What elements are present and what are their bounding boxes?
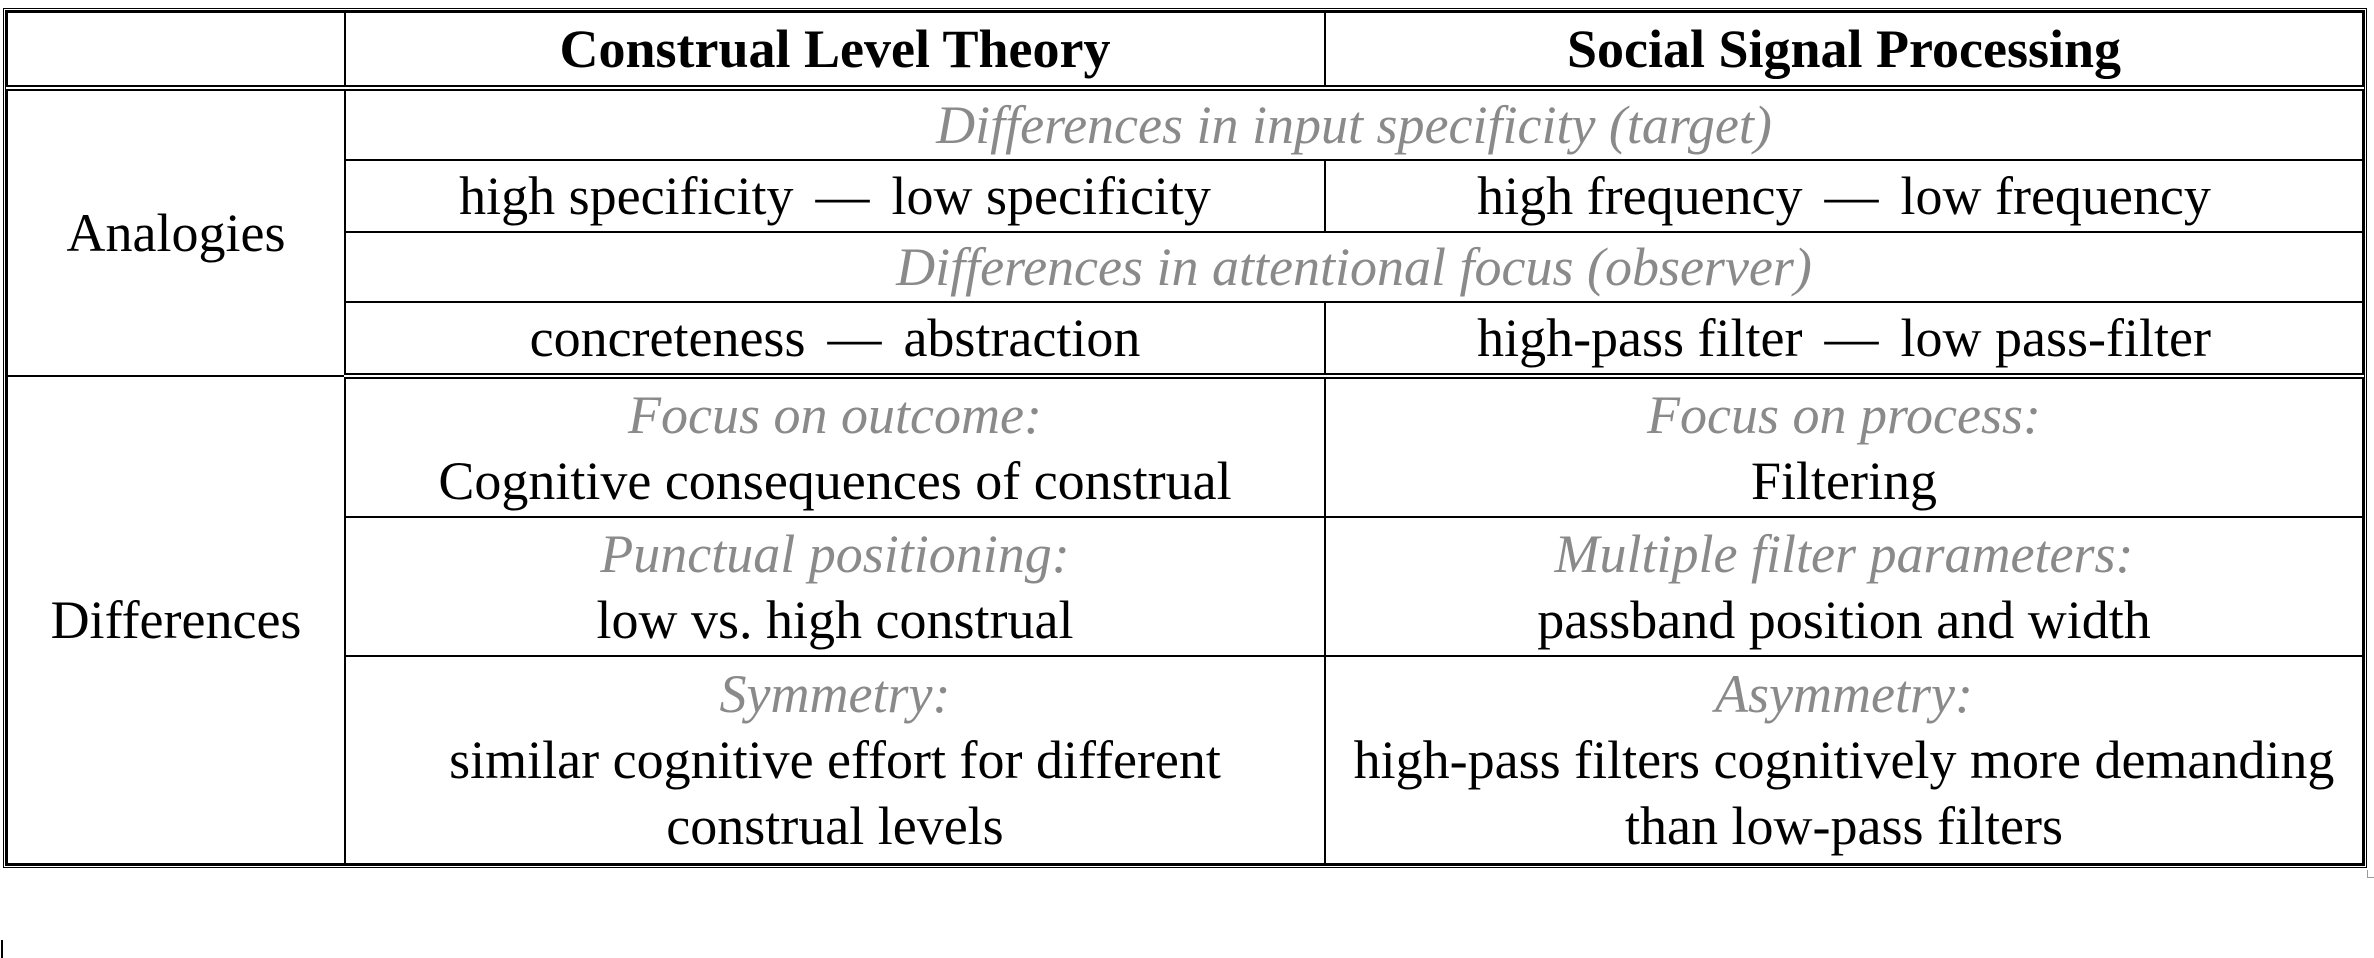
analogy-cell-frequency [1325, 160, 2363, 232]
analogy-cell-abstraction [345, 302, 1325, 376]
analogies-row-1-header [7, 88, 2363, 160]
analogy-header-input-specificity: Differences in input specificity (target) [345, 88, 2363, 160]
corner-cell [7, 12, 345, 88]
differences-row-2 [7, 517, 2363, 656]
difference-text: passband position and width [1537, 589, 2151, 650]
difference-heading: Asymmetry: [1715, 664, 1973, 725]
difference-cell-left [345, 517, 1325, 656]
difference-cell-right [1325, 517, 2363, 656]
differences-row-3 [7, 656, 2363, 864]
resize-corner-mark [2367, 870, 2374, 878]
analogy-cell-specificity [345, 160, 1325, 232]
column-header-social-signal-processing: Social Signal Processing [1325, 12, 2363, 88]
pair-term-a: concreteness [529, 308, 806, 368]
pair-term-a: high frequency [1477, 166, 1803, 226]
difference-text: high-pass filters cognitively more demanding than low-pass filters [1353, 730, 2335, 857]
em-dash: — [827, 308, 882, 368]
em-dash: — [815, 166, 870, 226]
row-label-analogies: Analogies [7, 88, 345, 376]
difference-heading: Focus on outcome: [628, 384, 1042, 445]
difference-heading: Focus on process: [1647, 384, 2041, 445]
difference-text: low vs. high construal [596, 589, 1074, 650]
difference-text: Filtering [1751, 450, 1937, 511]
difference-cell-right [1325, 376, 2363, 517]
row-label-differences: Differences [7, 376, 345, 864]
difference-heading: Symmetry: [719, 664, 951, 725]
analogies-row-2-pair [7, 302, 2363, 376]
difference-text: Cognitive consequences of construal [438, 450, 1232, 511]
column-header-construal-level-theory: Construal Level Theory [345, 12, 1325, 88]
em-dash: — [1824, 166, 1879, 226]
pair-term-b: abstraction [903, 308, 1141, 368]
analogy-header-attentional-focus: Differences in attentional focus (observer) [345, 232, 2363, 302]
pair-term-b: low frequency [1900, 166, 2211, 226]
difference-text: similar cognitive effort for different construal levels [449, 730, 1221, 857]
text-cursor-mark [1, 940, 3, 958]
em-dash: — [1824, 308, 1879, 368]
difference-heading: Multiple filter parameters: [1554, 523, 2134, 584]
pair-term-a: high specificity [459, 166, 794, 226]
difference-cell-left [345, 376, 1325, 517]
difference-heading: Punctual positioning: [600, 523, 1070, 584]
difference-cell-left [345, 656, 1325, 864]
comparison-table [6, 11, 2364, 865]
difference-cell-right [1325, 656, 2363, 864]
comparison-table-frame [3, 8, 2367, 868]
analogy-cell-filter [1325, 302, 2363, 376]
pair-term-a: high-pass filter [1477, 308, 1803, 368]
header-row [7, 12, 2363, 88]
pair-term-b: low specificity [891, 166, 1211, 226]
differences-row-1 [7, 376, 2363, 517]
analogies-row-2-header [7, 232, 2363, 302]
analogies-row-1-pair [7, 160, 2363, 232]
pair-term-b: low pass-filter [1900, 308, 2211, 368]
